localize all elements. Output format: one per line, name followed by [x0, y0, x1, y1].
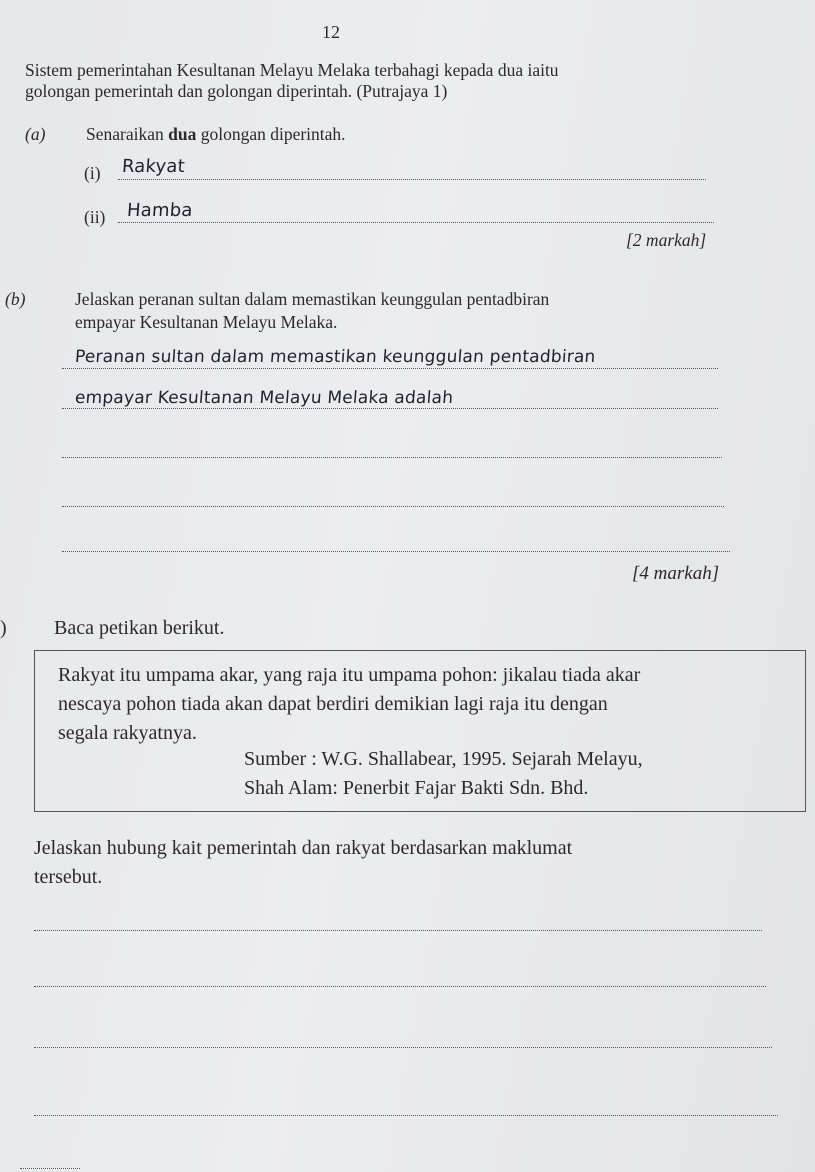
part-b-writing-line-3	[62, 457, 722, 458]
part-c-writing-line-5	[20, 1168, 80, 1169]
part-c-writing-line-2	[34, 986, 766, 987]
passage-line-2: nescaya pohon tiada akan dapat berdiri demikian lagi raja itu dengan	[58, 693, 608, 715]
passage-line-1: Rakyat itu umpama akar, yang raja itu umpama pohon: jikalau tiada akar	[58, 664, 641, 686]
part-a-item-1-answer[interactable]: Rakyat	[121, 156, 186, 177]
part-b-writing-line-2	[62, 408, 718, 409]
part-b-label: (b)	[5, 289, 26, 309]
passage-source-line-1: Sumber : W.G. Shallabear, 1995. Sejarah Melayu,	[244, 748, 643, 770]
page-number: 12	[322, 22, 340, 42]
part-a-question-before: Senaraikan	[86, 124, 164, 144]
part-b-question-line-1: Jelaskan peranan sultan dalam memastikan keunggulan pentadbiran	[75, 289, 550, 309]
part-a-label: (a)	[25, 124, 46, 144]
part-c-writing-line-1	[34, 930, 762, 931]
part-b-writing-line-4	[62, 506, 724, 507]
part-c-label: )	[0, 617, 7, 639]
part-a-question-bold: dua	[168, 124, 197, 144]
part-a-marks: [2 markah]	[626, 230, 707, 250]
part-a-item-1-line	[118, 179, 706, 180]
part-a-item-2-label: (ii)	[84, 207, 106, 227]
part-c-instruction: Baca petikan berikut.	[54, 617, 225, 639]
part-b-question-line-2: empayar Kesultanan Melayu Melaka.	[75, 312, 338, 332]
part-c-writing-line-3	[34, 1047, 772, 1048]
part-b-marks: [4 markah]	[632, 563, 720, 584]
intro-line-2: golongan pemerintah dan golongan diperintah. (Putrajaya 1)	[25, 81, 448, 101]
part-b-answer-line-2[interactable]: empayar Kesultanan Melayu Melaka adalah	[74, 388, 454, 408]
part-a-item-2-answer[interactable]: Hamba	[126, 200, 194, 221]
part-a-item-1-label: (i)	[84, 163, 101, 183]
passage-source-line-2: Shah Alam: Penerbit Fajar Bakti Sdn. Bhd.	[244, 777, 589, 799]
part-c-writing-line-4	[34, 1115, 778, 1116]
part-a-question	[86, 124, 346, 145]
part-b-writing-line-1	[62, 368, 718, 369]
part-a-question-after: golongan diperintah.	[200, 124, 346, 144]
passage-line-3: segala rakyatnya.	[58, 722, 197, 744]
part-c-question-line-1: Jelaskan hubung kait pemerintah dan rakyat berdasarkan maklumat	[34, 837, 573, 859]
part-a-item-2-line	[118, 222, 714, 223]
part-b-writing-line-5	[62, 551, 730, 552]
part-c-question-line-2: tersebut.	[34, 866, 103, 888]
part-b-answer-line-1[interactable]: Peranan sultan dalam memastikan keunggulan pentadbiran	[74, 347, 597, 367]
intro-line-1: Sistem pemerintahan Kesultanan Melayu Melaka terbahagi kepada dua iaitu	[25, 60, 559, 80]
